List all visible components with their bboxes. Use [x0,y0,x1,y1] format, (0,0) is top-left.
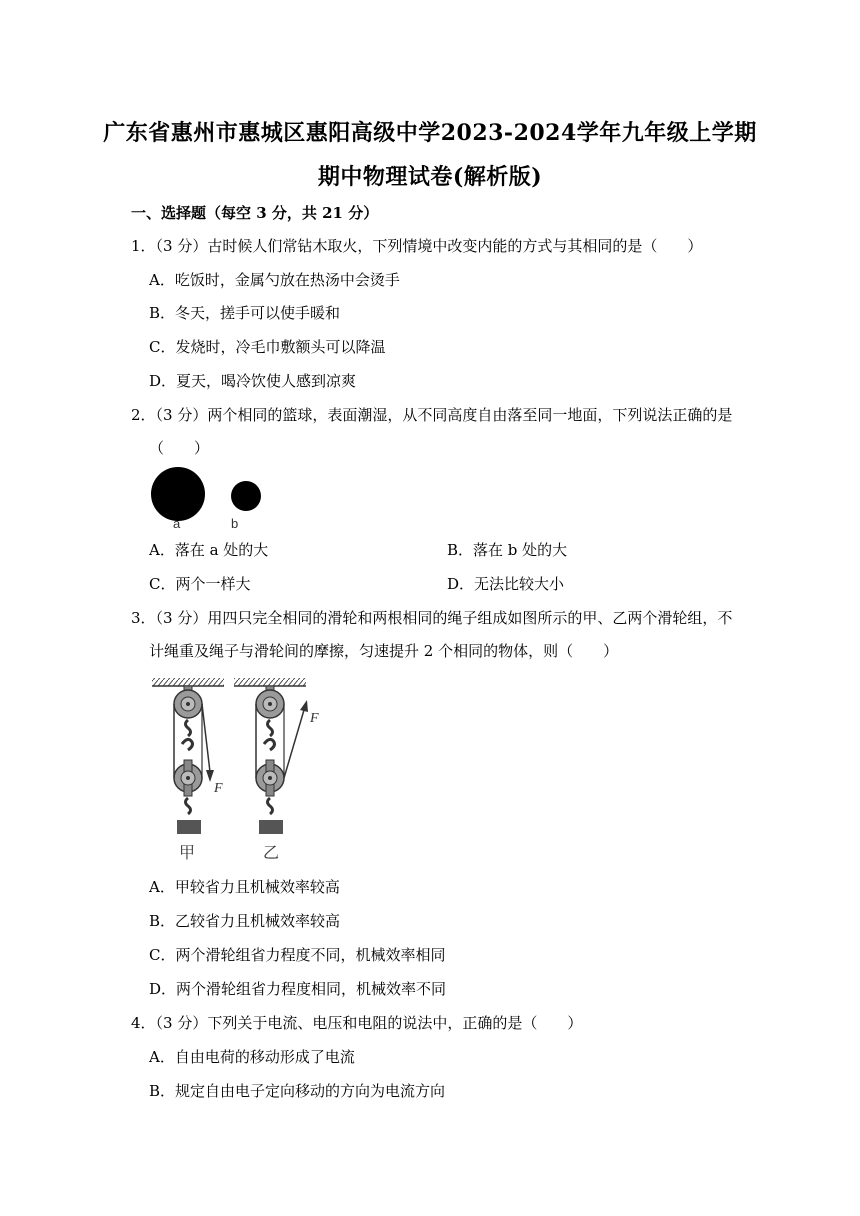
question-3-option-c: C．两个滑轮组省力程度不同，机械效率相同 [149,946,446,964]
question-3-option-a: A．甲较省力且机械效率较高 [149,878,340,896]
question-1-option-b: B．冬天，搓手可以使手暖和 [149,304,341,322]
question-4-stem: 4．（3 分）下列关于电流、电压和电阻的说法中，正确的是（ ） [131,1014,583,1032]
question-3-option-d: D．两个滑轮组省力程度相同，机械效率不同 [149,980,447,998]
force-label-jia: F [214,781,223,796]
weight-jia [177,820,201,834]
question-1-option-d: D．夏天，喝冷饮使人感到凉爽 [149,372,357,390]
ceiling-jia [152,678,224,686]
question-4-option-a: A．自由电荷的移动形成了电流 [149,1048,355,1066]
pulley-figure [148,674,338,864]
question-1-option-a: A．吃饭时，金属勺放在热汤中会烫手 [149,271,400,289]
ceiling-yi [234,678,306,686]
question-2-stem-line-2: （ ） [149,439,210,457]
question-2-option-c: C．两个一样大 [149,575,251,593]
pulley-system-jia [152,678,224,862]
basketball-figure [148,464,268,532]
question-2-stem-line-1: 2．（3 分）两个相同的篮球，表面潮湿，从不同高度自由落至同一地面，下列说法正确的是 [131,406,733,424]
force-label-yi: F [310,711,319,726]
ball-a-mark [151,467,205,521]
question-3-stem-line-1: 3．（3 分）用四只完全相同的滑轮和两根相同的绳子组成如图所示的甲、乙两个滑轮组，不 [131,609,733,627]
pulley-system-yi [234,678,319,862]
question-1-option-c: C．发烧时，冷毛巾敷额头可以降温 [149,338,386,356]
ball-a-label: a [173,516,181,531]
ball-b-mark [231,481,261,511]
question-4-option-b: B．规定自由电子定向移动的方向为电流方向 [149,1082,446,1100]
document-title-line-2: 期中物理试卷(解析版) [317,164,543,190]
question-1-stem: 1．（3 分）古时候人们常钻木取火，下列情境中改变内能的方式与其相同的是（ ） [131,237,703,255]
question-2-option-a: A．落在 a 处的大 [149,541,269,559]
ball-b-label: b [231,516,239,531]
label-yi: 乙 [263,843,280,862]
question-3-option-b: B．乙较省力且机械效率较高 [149,912,341,930]
document-title-line-1: 广东省惠州市惠城区惠阳高级中学2023-2024学年九年级上学期 [103,120,757,146]
question-2-option-b: B．落在 b 处的大 [447,541,568,559]
label-jia: 甲 [179,843,196,862]
question-2-option-d: D．无法比较大小 [447,575,565,593]
question-3-stem-line-2: 计绳重及绳子与滑轮间的摩擦，匀速提升 2 个相同的物体，则（ ） [149,642,619,660]
section-heading: 一、选择题（每空 3 分，共 21 分） [131,204,379,222]
weight-yi [259,820,283,834]
